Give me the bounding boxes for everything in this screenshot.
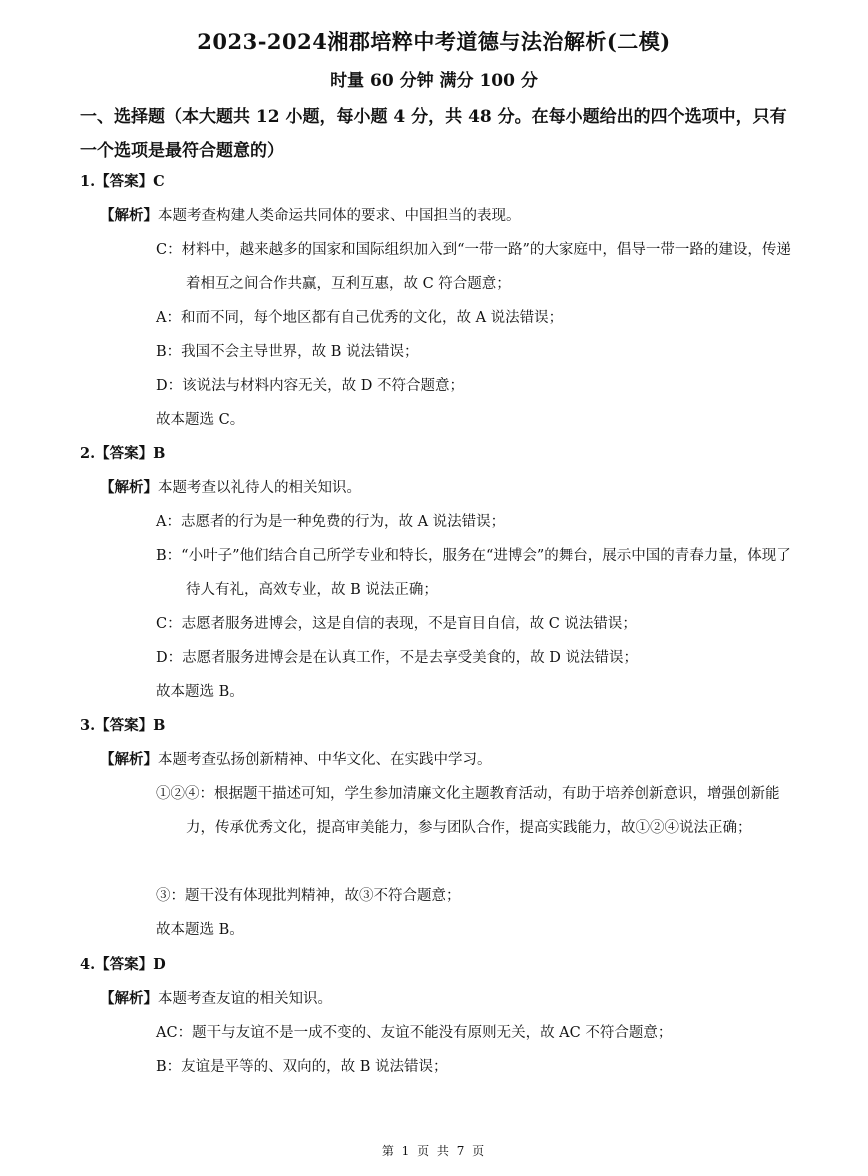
exam-duration-score: 时量 60 分钟 满分 100 分 [330,71,538,91]
question-4-option-b: B：友谊是平等的、双向的，故 B 说法错误； [156,1059,448,1075]
analysis-tag: 【解析】 [100,479,158,496]
question-2-option-d: D：志愿者服务进博会是在认真工作，不是去享受美食的，故 D 说法错误； [156,650,638,666]
question-2-analysis [100,478,361,498]
question-4-answer: 4.【答案】D [80,956,166,973]
question-3-conclusion: 故本题选 B。 [156,922,244,938]
question-3-option-124: ①②④：根据题干描述可知，学生参加清廉文化主题教育活动，有助于培养创新意识，增强创新能力，传承优秀文化，提高审美能力，参与团队合作，提高实践能力，故①②④说法正确； [156,786,780,836]
analysis-text: 本题考查弘扬创新精神、中华文化、在实践中学习。 [158,752,492,768]
question-1-option-c: C：材料中，越来越多的国家和国际组织加入到“一带一路”的大家庭中，倡导一带一路的建设，传递着相互之间合作共赢，互利互惠，故 C 符合题意； [156,242,791,292]
question-1-option-d: D：该说法与材料内容无关，故 D 不符合题意； [156,378,464,394]
question-4-option-ac: AC：题干与友谊不是一成不变的、友谊不能没有原则无关，故 AC 不符合题意； [156,1025,673,1041]
page-footer: 第 1 页 共 7 页 [381,1144,487,1158]
question-2-answer: 2.【答案】B [80,445,166,462]
section-heading: 一、选择题（本大题共 12 小题，每小题 4 分，共 48 分。在每小题给出的四个选项中，只有一个选项是最符合题意的） [80,107,787,161]
question-1-analysis [100,206,521,226]
question-2-conclusion: 故本题选 B。 [156,684,244,700]
page-title: 2023-2024湘郡培粹中考道德与法治解析(二模) [197,29,671,54]
analysis-text: 本题考查以礼待人的相关知识。 [158,480,361,496]
question-3-answer: 3.【答案】B [80,717,166,734]
analysis-tag: 【解析】 [100,990,158,1007]
question-3-option-3: ③：题干没有体现批判精神，故③不符合题意； [156,888,461,904]
question-1-option-a: A：和而不同，每个地区都有自己优秀的文化，故 A 说法错误； [156,310,564,326]
analysis-text: 本题考查友谊的相关知识。 [158,991,332,1007]
question-2-option-c: C：志愿者服务进博会，这是自信的表现，不是盲目自信，故 C 说法错误； [156,616,637,632]
analysis-tag: 【解析】 [100,207,158,224]
analysis-tag: 【解析】 [100,751,158,768]
question-1-conclusion: 故本题选 C。 [156,412,245,428]
question-2-option-a: A：志愿者的行为是一种免费的行为，故 A 说法错误； [156,514,506,530]
analysis-text: 本题考查构建人类命运共同体的要求、中国担当的表现。 [158,208,521,224]
question-2-option-b: B：“小叶子”他们结合自己所学专业和特长，服务在“进博会”的舞台，展示中国的青春力量，体现了待人有礼，高效专业，故 B 说法正确； [156,548,791,598]
question-1-answer: 1.【答案】C [80,173,165,190]
question-4-analysis [100,989,332,1009]
question-1-option-b: B：我国不会主导世界，故 B 说法错误； [156,344,419,360]
question-3-analysis [100,750,492,770]
